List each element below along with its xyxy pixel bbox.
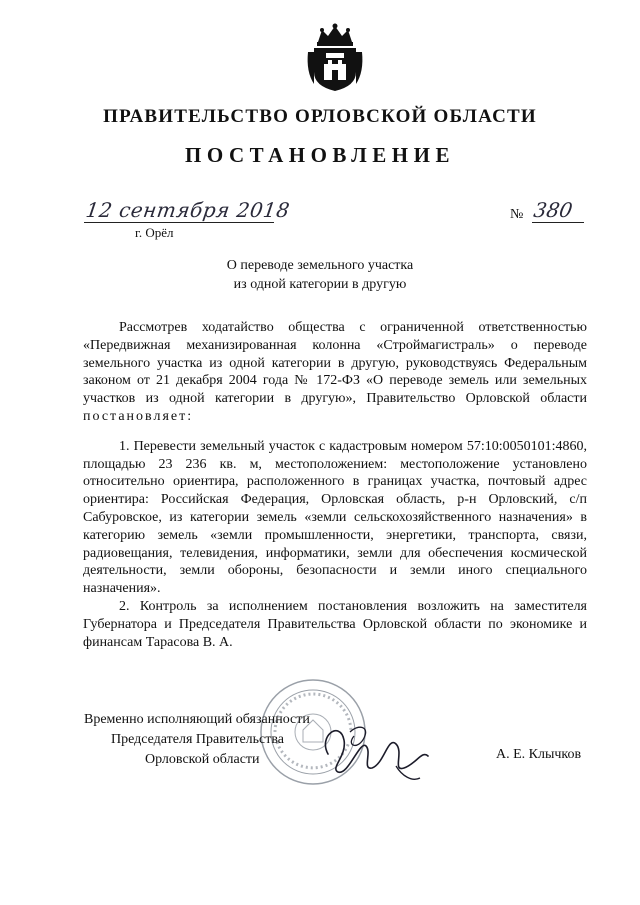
document-body (83, 319, 587, 651)
signatory-position-line-3: Орловской области (145, 752, 260, 767)
government-title: ПРАВИТЕЛЬСТВО ОРЛОВСКОЙ ОБЛАСТИ (103, 106, 537, 127)
handwritten-number: 380 (531, 198, 575, 222)
document-type-title: ПОСТАНОВЛЕНИЕ (185, 143, 455, 167)
decree-word: постановляет: (83, 408, 194, 424)
city-label: г. Орёл (135, 225, 174, 240)
preamble-text: Рассмотрев ходатайство общества с ограниченной ответственностью «Передвижная механизированная колонна «Строймагистраль» о переводе земельного участка из одной категории в другую, руководствуясь Федеральным законом от 21 декабря 2004 года № 172-ФЗ «О переводе земель или земельных участков из одной категории в другую», Правительство Орловской области (83, 320, 587, 407)
document-subject (0, 256, 640, 294)
handwritten-signature (300, 706, 450, 790)
subject-line-1: О переводе земельного участка (226, 258, 414, 273)
number-underline (532, 222, 584, 223)
signatory-position-line-1: Временно исполняющий обязанности (84, 712, 310, 727)
subject-line-2: из одной категории в другую (233, 277, 407, 292)
item-1-paragraph: 1. Перевести земельный участок с кадастровым номером 57:10:0050101:4860, площадью 23 236 кв. м, местоположением: местоположение установлено относительно ориентира, расположенного в границах участка, почтовый адрес ориентира: Российская Федерация, Орловская область, р-н Орловский, с/п Сабуровское, из категории земель «земли сельскохозяйственного назначения» в категорию земель «земли промышленности, энергетики, транспорта, связи, радиовещания, телевидения, информатики, земли для обеспечения космической деятельности, земли обороны, безопасности и земли иного специального назначения». (83, 438, 587, 597)
handwritten-date: 12 сентября 2018 (84, 198, 292, 222)
item-2-paragraph: 2. Контроль за исполнением постановления возложить на заместителя Губернатора и Председателя Правительства Орловской области по экономике и финансам Тарасова В. А. (83, 598, 587, 650)
signatory-position-line-2: Председателя Правительства (111, 732, 285, 747)
signatory-name: А. Е. Клычков (496, 747, 582, 762)
preamble-paragraph (83, 319, 587, 426)
date-underline (84, 222, 274, 223)
number-label: № (510, 207, 524, 222)
coat-of-arms-icon (304, 22, 366, 92)
